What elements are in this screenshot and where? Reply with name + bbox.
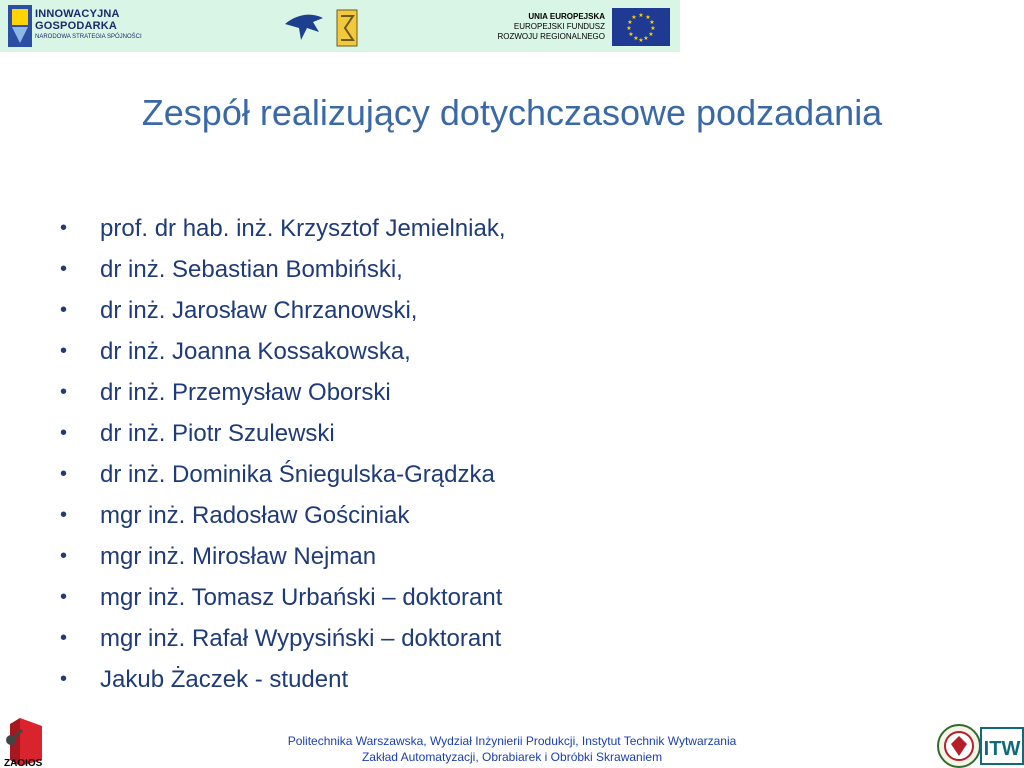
svg-text:★: ★ [633,35,639,42]
slide-title: Zespół realizujący dotychczasowe podzadania [141,92,883,133]
itw-logo-text: ITW [983,738,1021,760]
bullet-icon: • [60,586,68,608]
svg-text:★: ★ [645,14,651,21]
member-name: dr inż. Jarosław Chrzanowski, [100,297,418,324]
svg-text:★: ★ [627,19,633,26]
list-item [60,659,506,700]
member-name: mgr inż. Rafał Wypysiński – doktorant [100,625,502,652]
member-list [60,208,506,700]
ig-line1: INNOWACYJNA [35,8,120,20]
bullet-icon: • [60,627,68,649]
eu-line2: EUROPEJSKI FUNDUSZ [513,22,605,31]
emblem-logo-icon [337,10,357,46]
bullet-icon: • [60,463,68,485]
bullet-icon: • [60,668,68,690]
svg-text:★: ★ [648,31,654,38]
partner-logos [283,6,363,48]
eu-flag-icon [612,8,670,46]
svg-text:★: ★ [631,14,637,21]
footer-line2: Zakład Automatyzacji, Obrabiarek i Obróbki Skrawaniem [361,750,663,764]
ig-line3: NARODOWA STRATEGIA SPÓJNOŚCI [35,34,142,40]
list-item [60,290,506,331]
list-item [60,372,506,413]
bullet-icon: • [60,299,68,321]
member-name: dr inż. Dominika Śniegulska-Grądzka [100,461,495,488]
bullet-icon: • [60,340,68,362]
list-item [60,618,506,659]
bullet-icon: • [60,545,68,567]
footer [0,733,1024,765]
list-item [60,577,506,618]
member-name: dr inż. Przemysław Oborski [100,379,391,406]
svg-text:★: ★ [626,25,632,32]
header-band [0,0,680,52]
bullet-icon: • [60,258,68,280]
innowacyjna-gospodarka-text [35,8,142,42]
zaoios-logo-text: ZAOIOS [4,758,43,768]
list-item [60,413,506,454]
member-name: mgr inż. Radosław Gościniak [100,502,410,529]
svg-text:★: ★ [649,19,655,26]
innowacyjna-gospodarka-logo-icon [8,5,32,47]
bullet-icon: • [60,504,68,526]
bird-logo-icon [285,15,323,40]
svg-text:★: ★ [638,12,644,19]
eu-line1: UNIA EUROPEJSKA [528,12,605,21]
svg-text:★: ★ [638,37,644,44]
itw-logo-icon [980,726,1024,766]
list-item [60,536,506,577]
politechnika-emblem-icon [937,724,981,768]
member-name: dr inż. Sebastian Bombiński, [100,256,403,283]
list-item [60,249,506,290]
bullet-icon: • [60,381,68,403]
member-name: dr inż. Joanna Kossakowska, [100,338,411,365]
member-name: mgr inż. Tomasz Urbański – doktorant [100,584,503,611]
member-name: mgr inż. Mirosław Nejman [100,543,377,570]
eu-text [497,12,605,42]
member-name: prof. dr hab. inż. Krzysztof Jemielniak, [100,215,506,242]
svg-text:★: ★ [650,25,656,32]
eu-line3: ROZWOJU REGIONALNEGO [497,32,605,41]
member-name: dr inż. Piotr Szulewski [100,420,335,447]
bullet-icon: • [60,422,68,444]
ig-line2: GOSPODARKA [35,20,118,32]
member-name: Jakub Żaczek - student [100,666,349,693]
list-item [60,495,506,536]
list-item [60,208,506,249]
list-item [60,454,506,495]
svg-text:★: ★ [628,31,634,38]
svg-text:★: ★ [643,35,649,42]
list-item [60,331,506,372]
bullet-icon: • [60,217,68,239]
footer-line1: Politechnika Warszawska, Wydział Inżynierii Produkcji, Instytut Technik Wytwarzania [287,734,737,748]
